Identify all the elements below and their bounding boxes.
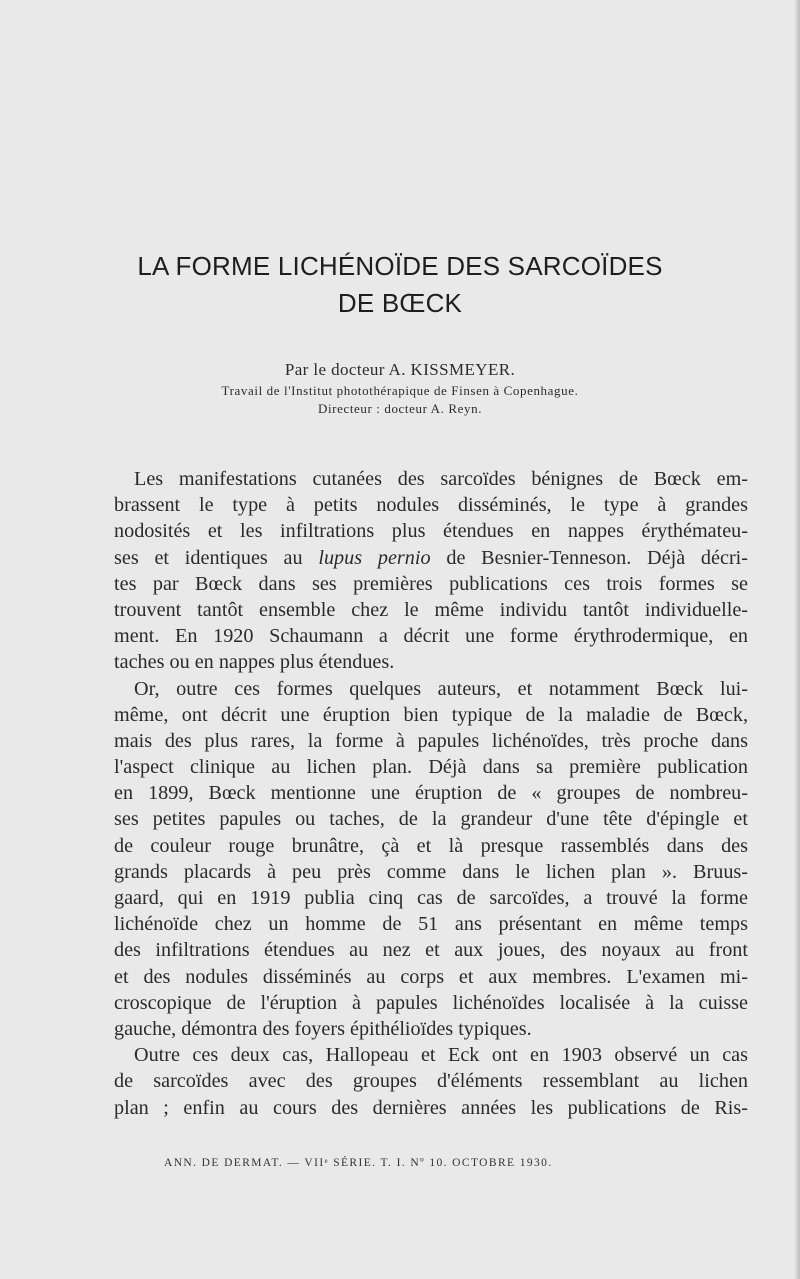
page-edge-shadow: [794, 0, 800, 1279]
body-line: ment. En 1920 Schaumann a décrit une forme érythrodermique, en: [114, 625, 748, 648]
journal-citation-footer: ANN. DE DERMAT. — VIIᵉ SÉRIE. T. I. Nº 10. OCTOBRE 1930.: [164, 1157, 553, 1169]
body-line: plan ; enfin au cours des dernières années les publications de Ris-: [114, 1096, 748, 1119]
body-line: Les manifestations cutanées des sarcoïdes bénignes de Bœck em-: [134, 468, 748, 490]
body-line: des infiltrations étendues au nez et aux joues, des noyaux au front: [114, 939, 748, 962]
body-text-fragment: ses et identiques au: [114, 546, 319, 569]
body-line: nodosités et les infiltrations plus étendues en nappes érythémateu-: [114, 520, 748, 543]
body-line: Or, outre ces formes quelques auteurs, et notamment Bœck lui-: [134, 677, 748, 700]
body-line: trouvent tantôt ensemble chez le même individu tantôt individuelle-: [114, 598, 748, 621]
affiliation-director: Directeur : docteur A. Reyn.: [317, 401, 483, 416]
body-line: ses petites papules ou taches, de la grandeur d'une tête d'épingle et: [114, 808, 748, 831]
body-line: lichénoïde chez un homme de 51 ans présentant en même temps: [114, 913, 748, 936]
body-line: mais des plus rares, la forme à papules lichénoïdes, très proche dans: [114, 729, 748, 752]
body-line: taches ou en nappes plus étendues.: [114, 651, 395, 674]
body-line: de sarcoïdes avec des groupes d'éléments ressemblant au lichen: [114, 1070, 748, 1093]
article-title-line-1: LA FORME LICHÉNOÏDE DES SARCOÏDES: [137, 251, 663, 281]
body-line: et des nodules disséminés au corps et aux membres. L'examen mi-: [114, 965, 748, 988]
italic-term-lupus-pernio: lupus pernio: [318, 546, 431, 569]
body-line: l'aspect clinique au lichen plan. Déjà dans sa première publication: [114, 756, 748, 779]
body-line: croscopique de l'éruption à papules lichénoïdes localisée à la cuisse: [114, 991, 748, 1014]
body-line: gaard, qui en 1919 publia cinq cas de sarcoïdes, a trouvé la forme: [114, 887, 748, 909]
body-text-fragment: de Besnier-Tenneson. Déjà décri-: [430, 546, 749, 569]
affiliation-institute: Travail de l'Institut photothérapique de Finsen à Copenhague.: [221, 383, 579, 398]
body-line: grands placards à peu près comme dans le lichen plan ». Bruus-: [114, 860, 748, 883]
body-line: même, ont décrit une éruption bien typique de la maladie de Bœck,: [114, 703, 748, 726]
author-byline: Par le docteur A. KISSMEYER.: [284, 360, 516, 379]
article-body: [114, 466, 748, 1121]
body-line-with-italic: [114, 545, 748, 571]
body-line: de couleur rouge brunâtre, çà et là presque rassemblés dans des: [114, 834, 748, 857]
body-line: tes par Bœck dans ses premières publications ces trois formes se: [114, 572, 748, 595]
body-line: gauche, démontra des foyers épithélioïdes typiques.: [114, 1017, 532, 1040]
body-line: brassent le type à petits nodules disséminés, le type à grandes: [114, 494, 748, 517]
article-title-line-2: DE BŒCK: [337, 288, 463, 318]
body-line: Outre ces deux cas, Hallopeau et Eck ont en 1903 observé un cas: [134, 1044, 748, 1067]
body-line: en 1899, Bœck mentionne une éruption de « groupes de nombreu-: [114, 782, 748, 805]
